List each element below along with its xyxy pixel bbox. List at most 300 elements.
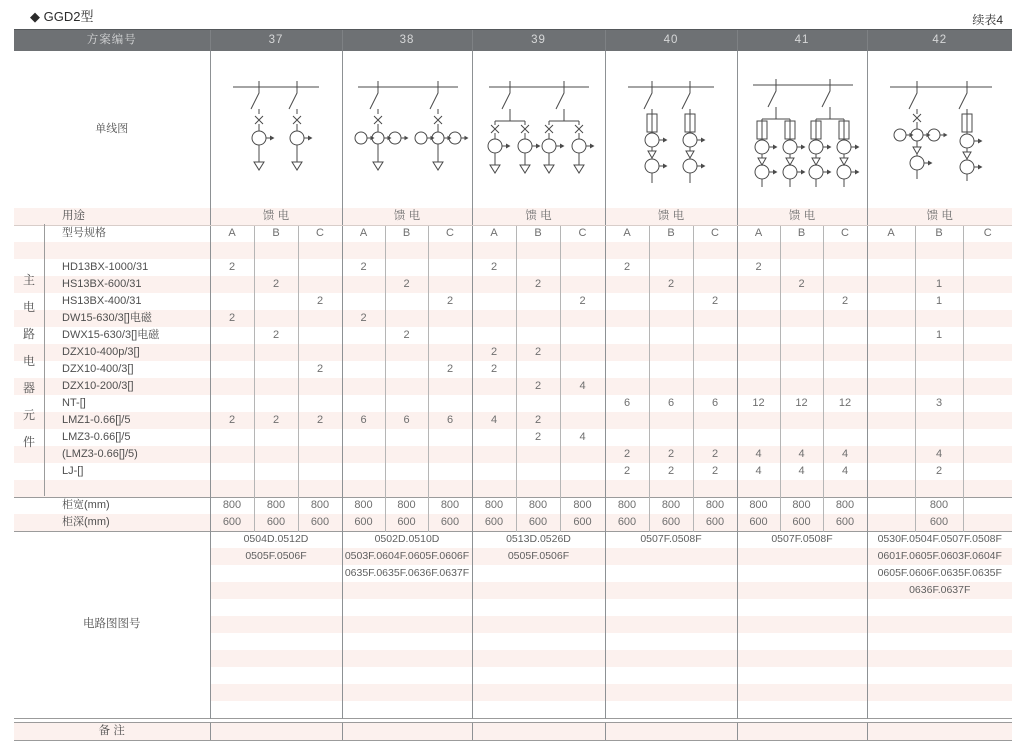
quantity-cell: 12 (737, 395, 780, 412)
component-label: DW15-630/3[]电磁 (62, 312, 152, 324)
empty-cell (867, 242, 915, 259)
empty-cell (867, 395, 915, 412)
dimension-cell: 800 (254, 497, 298, 514)
quantity-cell: 2 (385, 276, 428, 293)
empty-cell (737, 701, 867, 718)
empty-cell (963, 276, 1012, 293)
component-grid (14, 242, 1012, 497)
empty-cell (737, 378, 780, 395)
circuit-code-cell: 0635F.0635F.0636F.0637F (342, 565, 472, 582)
empty-cell (737, 242, 780, 259)
empty-cell (428, 259, 472, 276)
empty-cell (298, 242, 342, 259)
diagram-cell-42 (867, 51, 1012, 208)
empty-cell (780, 344, 823, 361)
empty-cell (963, 463, 1012, 480)
table-row (14, 514, 1012, 531)
empty-cell (385, 463, 428, 480)
empty-cell (472, 446, 516, 463)
empty-cell (298, 344, 342, 361)
empty-cell (605, 429, 649, 446)
component-label (14, 480, 210, 497)
table-row (14, 429, 1012, 446)
empty-cell (823, 480, 867, 497)
empty-cell (823, 327, 867, 344)
table-row (14, 310, 1012, 327)
empty-cell (298, 429, 342, 446)
component-label: HD13BX-1000/31 (62, 261, 149, 273)
remarks-cell-41 (737, 722, 867, 740)
quantity-cell: 1 (915, 327, 963, 344)
quantity-cell: 2 (516, 378, 560, 395)
empty-cell (693, 344, 737, 361)
empty-cell (963, 293, 1012, 310)
empty-cell (605, 480, 649, 497)
empty-cell (472, 701, 605, 718)
empty-cell (693, 378, 737, 395)
empty-cell (472, 667, 605, 684)
empty-cell (342, 378, 385, 395)
quantity-cell: 2 (210, 259, 254, 276)
empty-cell (780, 293, 823, 310)
empty-cell (516, 361, 560, 378)
empty-cell (560, 361, 605, 378)
table-row (14, 327, 1012, 344)
quantity-cell: 2 (342, 259, 385, 276)
sub-column-header: C (963, 225, 1012, 242)
empty-cell (428, 429, 472, 446)
sub-column-header: A (472, 225, 516, 242)
diagram-cell-41 (737, 51, 867, 208)
empty-cell (867, 412, 915, 429)
empty-cell (342, 446, 385, 463)
quantity-cell: 2 (472, 344, 516, 361)
table-row (14, 497, 1012, 514)
side-label-char: 元 (22, 407, 35, 422)
quantity-cell: 2 (516, 344, 560, 361)
quantity-cell: 3 (915, 395, 963, 412)
empty-cell (472, 310, 516, 327)
scheme-39-header: 39 (472, 30, 605, 52)
dimension-cell: 800 (823, 497, 867, 514)
dimension-cell: 800 (649, 497, 693, 514)
quantity-cell: 2 (472, 361, 516, 378)
scheme-38-header: 38 (342, 30, 472, 52)
empty-cell (963, 361, 1012, 378)
single-line-diagram-38 (343, 55, 473, 205)
spec-table (14, 29, 1012, 741)
empty-cell (605, 344, 649, 361)
empty-cell (605, 616, 737, 633)
circuit-codes-label: 电路图图号 (14, 531, 210, 718)
quantity-cell: 6 (342, 412, 385, 429)
empty-cell (963, 327, 1012, 344)
empty-cell (385, 293, 428, 310)
empty-cell (210, 378, 254, 395)
diagram-cell-37 (210, 51, 342, 208)
empty-cell (649, 242, 693, 259)
usage-value-41: 馈 电 (737, 208, 867, 225)
empty-cell (963, 242, 1012, 259)
empty-cell (298, 463, 342, 480)
empty-cell (867, 463, 915, 480)
empty-cell (254, 361, 298, 378)
quantity-cell: 2 (516, 429, 560, 446)
empty-cell (210, 633, 342, 650)
side-label-char: 器 (22, 380, 35, 395)
empty-cell (342, 327, 385, 344)
quantity-cell: 12 (823, 395, 867, 412)
quantity-cell: 2 (428, 361, 472, 378)
sub-column-header: C (560, 225, 605, 242)
empty-cell (254, 463, 298, 480)
sub-column-header: A (867, 225, 915, 242)
empty-cell (867, 684, 1012, 701)
empty-cell (385, 361, 428, 378)
empty-cell (516, 446, 560, 463)
remarks-label: 备 注 (14, 722, 210, 740)
empty-cell (605, 310, 649, 327)
quantity-cell: 2 (693, 293, 737, 310)
empty-cell (867, 361, 915, 378)
empty-cell (342, 667, 472, 684)
table-row (14, 395, 1012, 412)
quantity-cell: 4 (560, 429, 605, 446)
empty-cell (963, 480, 1012, 497)
quantity-cell: 6 (605, 395, 649, 412)
quantity-cell: 2 (298, 361, 342, 378)
empty-cell (823, 259, 867, 276)
sub-column-header: C (428, 225, 472, 242)
empty-cell (963, 446, 1012, 463)
empty-cell (605, 412, 649, 429)
quantity-cell: 2 (915, 463, 963, 480)
empty-cell (428, 463, 472, 480)
empty-cell (605, 276, 649, 293)
empty-cell (560, 259, 605, 276)
empty-cell (605, 548, 737, 565)
dimension-cell: 800 (298, 497, 342, 514)
diagram-row-label: 单线图 (95, 123, 129, 135)
quantity-cell: 2 (516, 276, 560, 293)
circuit-code-cell: 0601F.0605F.0603F.0604F (867, 548, 1012, 565)
usage-value-40: 馈 电 (605, 208, 737, 225)
circuit-code-cell: 0507F.0508F (605, 531, 737, 548)
empty-cell (210, 429, 254, 446)
circuit-codes-section (14, 531, 1012, 718)
empty-cell (915, 344, 963, 361)
diagram-cell-40 (605, 51, 737, 208)
empty-cell (472, 599, 605, 616)
empty-cell (780, 361, 823, 378)
empty-cell (605, 293, 649, 310)
empty-cell (737, 565, 867, 582)
empty-cell (516, 395, 560, 412)
empty-cell (342, 480, 385, 497)
empty-cell (780, 378, 823, 395)
table-row (14, 259, 1012, 276)
quantity-cell: 6 (649, 395, 693, 412)
empty-cell (298, 480, 342, 497)
scheme-41-header: 41 (737, 30, 867, 52)
empty-cell (915, 361, 963, 378)
quantity-cell: 2 (693, 446, 737, 463)
empty-cell (737, 616, 867, 633)
dimension-cell: 600 (737, 514, 780, 531)
remarks-cell-40 (605, 722, 737, 740)
empty-cell (342, 276, 385, 293)
table-row (14, 378, 1012, 395)
quantity-cell: 2 (693, 463, 737, 480)
scheme-40-header: 40 (605, 30, 737, 52)
empty-cell (867, 429, 915, 446)
circuit-code-cell: 0505F.0506F (472, 548, 605, 565)
quantity-cell: 4 (915, 446, 963, 463)
empty-cell (472, 616, 605, 633)
empty-cell (560, 242, 605, 259)
page-title: ◆ GGD2型 (30, 9, 94, 24)
empty-cell (649, 293, 693, 310)
single-line-diagram-40 (606, 55, 736, 205)
empty-cell (867, 667, 1012, 684)
empty-cell (342, 684, 472, 701)
empty-cell (963, 395, 1012, 412)
empty-cell (385, 242, 428, 259)
usage-row (14, 208, 1012, 225)
quantity-cell: 2 (342, 310, 385, 327)
circuit-code-cell: 0513D.0526D (472, 531, 605, 548)
empty-cell (210, 327, 254, 344)
empty-cell (254, 429, 298, 446)
side-label-char: 电 (22, 299, 35, 314)
dimension-cell: 800 (780, 497, 823, 514)
quantity-cell: 2 (649, 276, 693, 293)
empty-cell (385, 480, 428, 497)
empty-cell (516, 480, 560, 497)
circuit-code-cell: 0530F.0504F.0507F.0508F (867, 531, 1012, 548)
usage-value-37: 馈 电 (210, 208, 342, 225)
remarks-row (14, 722, 1012, 740)
empty-cell (649, 378, 693, 395)
empty-cell (385, 446, 428, 463)
empty-cell (516, 242, 560, 259)
empty-cell (823, 378, 867, 395)
table-row (14, 531, 1012, 548)
empty-cell (737, 582, 867, 599)
empty-cell (605, 582, 737, 599)
quantity-cell: 4 (472, 412, 516, 429)
empty-cell (472, 480, 516, 497)
component-label: HS13BX-400/31 (62, 295, 142, 307)
quantity-cell: 6 (693, 395, 737, 412)
empty-cell (649, 480, 693, 497)
empty-cell (823, 344, 867, 361)
empty-cell (867, 480, 915, 497)
empty-cell (428, 480, 472, 497)
sub-column-header: C (693, 225, 737, 242)
empty-cell (342, 599, 472, 616)
empty-cell (210, 599, 342, 616)
empty-cell (649, 429, 693, 446)
dimension-cell: 600 (649, 514, 693, 531)
empty-cell (867, 310, 915, 327)
empty-cell (210, 446, 254, 463)
quantity-cell: 2 (254, 327, 298, 344)
dimension-cell: 800 (560, 497, 605, 514)
empty-cell (737, 633, 867, 650)
single-line-diagram-row (14, 51, 1012, 208)
component-label: DZX10-200/3[] (62, 380, 134, 392)
empty-cell (298, 259, 342, 276)
empty-cell (210, 361, 254, 378)
empty-cell (737, 429, 780, 446)
dimension-cell: 600 (605, 514, 649, 531)
empty-cell (867, 293, 915, 310)
spec-label: 型号规格 (62, 227, 106, 240)
sub-column-header: A (210, 225, 254, 242)
empty-cell (210, 684, 342, 701)
empty-cell (823, 412, 867, 429)
empty-cell (867, 497, 915, 514)
empty-cell (385, 344, 428, 361)
empty-cell (254, 242, 298, 259)
empty-cell (737, 310, 780, 327)
empty-cell (472, 463, 516, 480)
cabinet-dimensions (14, 497, 1012, 531)
quantity-cell: 2 (254, 412, 298, 429)
component-label: HS13BX-600/31 (62, 278, 142, 290)
empty-cell (472, 684, 605, 701)
empty-cell (210, 463, 254, 480)
circuit-code-cell: 0636F.0637F (867, 582, 1012, 599)
component-label: DZX10-400p/3[] (62, 346, 140, 358)
circuit-code-cell: 0507F.0508F (737, 531, 867, 548)
empty-cell (963, 429, 1012, 446)
sub-column-header: B (254, 225, 298, 242)
quantity-cell: 4 (823, 463, 867, 480)
empty-cell (298, 395, 342, 412)
cabinet-dimension-label: 柜宽(mm) (14, 497, 210, 514)
empty-cell (516, 310, 560, 327)
empty-cell (867, 344, 915, 361)
sub-column-header: B (385, 225, 428, 242)
empty-cell (780, 327, 823, 344)
table-row (14, 242, 1012, 259)
empty-cell (516, 293, 560, 310)
empty-cell (472, 395, 516, 412)
empty-cell (737, 650, 867, 667)
empty-cell (385, 310, 428, 327)
quantity-cell: 1 (915, 276, 963, 293)
empty-cell (472, 242, 516, 259)
circuit-code-cell: 0505F.0506F (210, 548, 342, 565)
table-row (14, 446, 1012, 463)
empty-cell (298, 327, 342, 344)
quantity-cell: 2 (428, 293, 472, 310)
single-line-diagram-41 (738, 55, 868, 205)
empty-cell (963, 514, 1012, 531)
empty-cell (867, 701, 1012, 718)
quantity-cell: 2 (605, 259, 649, 276)
empty-cell (385, 429, 428, 446)
dimension-cell: 800 (693, 497, 737, 514)
empty-cell (963, 310, 1012, 327)
empty-cell (472, 378, 516, 395)
quantity-cell: 6 (385, 412, 428, 429)
empty-cell (605, 565, 737, 582)
empty-cell (210, 344, 254, 361)
empty-cell (472, 582, 605, 599)
scheme-42-header: 42 (867, 30, 1012, 52)
dimension-cell: 600 (210, 514, 254, 531)
sub-column-header: A (342, 225, 385, 242)
empty-cell (867, 327, 915, 344)
cabinet-dimension-label: 柜深(mm) (62, 515, 110, 528)
empty-cell (693, 412, 737, 429)
empty-cell (342, 293, 385, 310)
single-line-diagram-42 (870, 55, 1010, 205)
dimension-cell: 800 (428, 497, 472, 514)
empty-cell (867, 514, 915, 531)
empty-cell (210, 242, 254, 259)
component-label: LMZ3-0.66[]/5 (62, 431, 131, 443)
side-label-char: 件 (22, 434, 35, 449)
quantity-cell: 4 (737, 446, 780, 463)
quantity-cell: 2 (210, 412, 254, 429)
table-header (14, 30, 1012, 52)
quantity-cell: 4 (823, 446, 867, 463)
dimension-cell: 600 (560, 514, 605, 531)
empty-cell (649, 327, 693, 344)
empty-cell (693, 259, 737, 276)
table-row (14, 293, 1012, 310)
dimension-cell: 600 (516, 514, 560, 531)
empty-cell (737, 667, 867, 684)
empty-cell (560, 395, 605, 412)
empty-cell (963, 412, 1012, 429)
empty-cell (780, 310, 823, 327)
component-label: NT-[] (62, 397, 86, 409)
remarks-cell-39 (472, 722, 605, 740)
empty-cell (693, 276, 737, 293)
empty-cell (342, 616, 472, 633)
empty-cell (472, 633, 605, 650)
empty-cell (823, 276, 867, 293)
empty-cell (915, 242, 963, 259)
empty-cell (210, 565, 342, 582)
diagram-cell-38 (342, 51, 472, 208)
quantity-cell: 2 (472, 259, 516, 276)
empty-cell (605, 684, 737, 701)
quantity-cell: 2 (605, 446, 649, 463)
empty-cell (254, 310, 298, 327)
quantity-cell: 2 (737, 259, 780, 276)
dimension-cell: 600 (472, 514, 516, 531)
dimension-cell: 800 (737, 497, 780, 514)
dimension-cell: 600 (428, 514, 472, 531)
empty-cell (385, 395, 428, 412)
empty-cell (693, 429, 737, 446)
empty-cell (867, 633, 1012, 650)
empty-cell (780, 429, 823, 446)
empty-cell (385, 378, 428, 395)
empty-cell (298, 310, 342, 327)
empty-cell (605, 701, 737, 718)
table-row (14, 276, 1012, 293)
empty-cell (605, 667, 737, 684)
empty-cell (342, 650, 472, 667)
empty-cell (915, 480, 963, 497)
